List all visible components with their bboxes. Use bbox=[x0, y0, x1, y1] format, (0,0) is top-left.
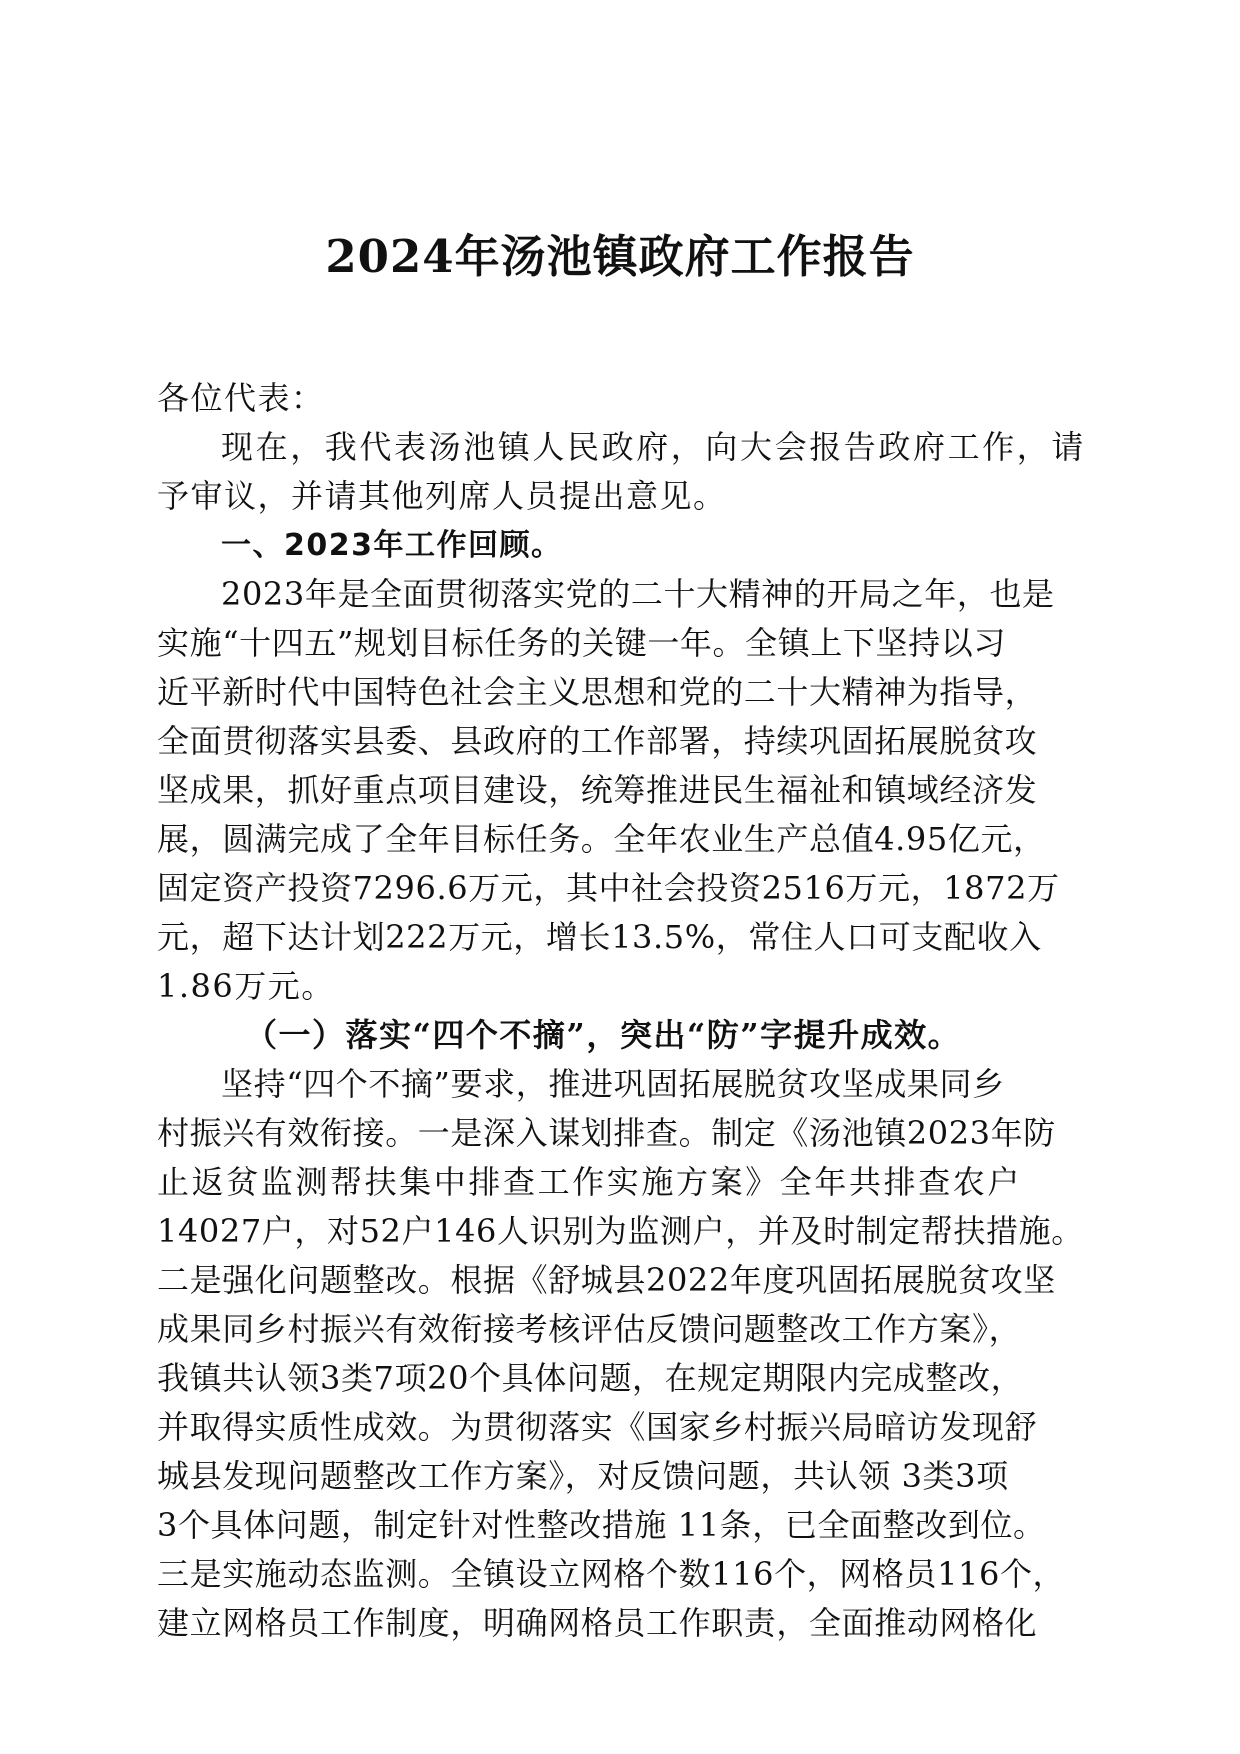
paragraph-line: 元，超下达计划222万元，增长13.5%，常住人口可支配收入 bbox=[157, 918, 1042, 956]
paragraph-line: 3个具体问题，制定针对性整改措施 11条，已全面整改到位。 bbox=[157, 1506, 1046, 1544]
section-heading: 一、2023年工作回顾。 bbox=[221, 528, 563, 563]
paragraph-line: 近平新时代中国特色社会主义思想和党的二十大精神为指导， bbox=[157, 673, 1038, 711]
paragraph-line: 现在，我代表汤池镇人民政府，向大会报告政府工作，请 bbox=[221, 428, 1087, 466]
subsection-heading: （一）落实“四个不摘”，突出“防”字提升成效。 bbox=[245, 1016, 962, 1054]
paragraph-line: 坚持“四个不摘”要求，推进巩固拓展脱贫攻坚成果同乡 bbox=[221, 1065, 1005, 1103]
document-body bbox=[157, 374, 1087, 1648]
document-title: 2024年汤池镇政府工作报告 bbox=[325, 230, 915, 283]
paragraph-line: 止返贫监测帮扶集中排查工作实施方案》全年共排查农户 bbox=[157, 1163, 1023, 1201]
paragraph-line: 并取得实质性成效。为贯彻落实《国家乡村振兴局暗访发现舒 bbox=[157, 1408, 1038, 1446]
paragraph-line: 实施“十四五”规划目标任务的关键一年。全镇上下坚持以习 bbox=[157, 624, 1006, 662]
paragraph-line: 固定资产投资7296.6万元，其中社会投资2516万元，1872万 bbox=[157, 869, 1060, 907]
paragraph-line: 全面贯彻落实县委、县政府的工作部署，持续巩固拓展脱贫攻 bbox=[157, 722, 1038, 760]
paragraph-line: 坚成果，抓好重点项目建设，统筹推进民生福祉和镇域经济发 bbox=[157, 771, 1038, 809]
paragraph-line: 1.86万元。 bbox=[157, 967, 335, 1005]
paragraph-line: 展，圆满完成了全年目标任务。全年农业生产总值4.95亿元， bbox=[157, 820, 1046, 858]
paragraph-line: 二是强化问题整改。根据《舒城县2022年度巩固拓展脱贫攻坚 bbox=[157, 1261, 1056, 1299]
paragraph-line: 三是实施动态监测。全镇设立网格个数116个，网格员116个， bbox=[157, 1555, 1066, 1593]
paragraph-line: 予审议，并请其他列席人员提出意见。 bbox=[157, 477, 727, 515]
paragraph-line: 建立网格员工作制度，明确网格员工作职责，全面推动网格化 bbox=[157, 1604, 1038, 1642]
paragraph-line: 我镇共认领3类7项20个具体问题，在规定期限内完成整改， bbox=[157, 1359, 1024, 1397]
paragraph-line: 成果同乡村振兴有效衔接考核评估反馈问题整改工作方案》， bbox=[157, 1310, 1022, 1348]
paragraph-line: 村振兴有效衔接。一是深入谋划排查。制定《汤池镇2023年防 bbox=[157, 1114, 1056, 1152]
salutation-line: 各位代表： bbox=[157, 379, 325, 417]
paragraph-line: 14027户，对52户146人识别为监测户，并及时制定帮扶措施。 bbox=[157, 1212, 1084, 1250]
paragraph-line: 2023年是全面贯彻落实党的二十大精神的开局之年，也是 bbox=[221, 575, 1055, 613]
paragraph-line: 城县发现问题整改工作方案》，对反馈问题，共认领 3类3项 bbox=[157, 1457, 1009, 1495]
